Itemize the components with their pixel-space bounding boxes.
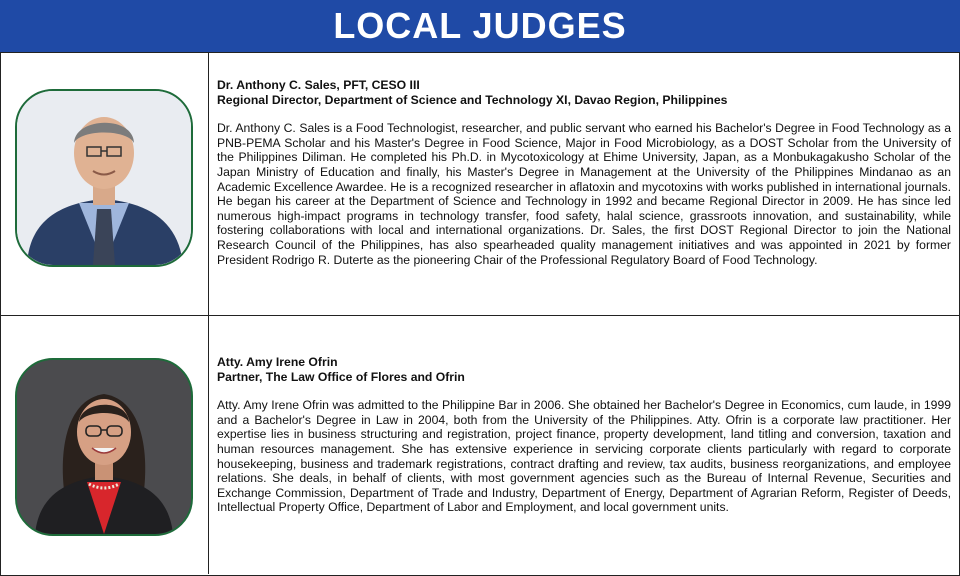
judge-text	[217, 316, 951, 574]
photo-cell	[1, 53, 209, 315]
judge-name: Dr. Anthony C. Sales, PFT, CESO III	[217, 78, 420, 92]
judge-bio: Atty. Amy Irene Ofrin was admitted to the Philippine Bar in 2006. She obtained her Bachelor's Degree in Economics, cum laude, in 1999 and a Bachelor's Degree in Law in 2004, both from the University of the Philippines. Atty. Ofrin is a corporate law practitioner. Her expertise lies in business structuring and registration, project finance, property development, land titling and conversion, taxation and human resources management. She has extensive experience in servicing corporate clients particularly with regard to corporate housekeeping, business and trademark registrations, contract drafting and review, tax audits, business reorganizations, and employee relations. She deals, in behalf of clients, with most government agencies such as the Bureau of Internal Revenue, Securities and Exchange Commission, Department of Trade and Industry, Department of Energy, Department of Agrarian Reform, Register of Deeds, Intellectual Property Office, Department of Labor and Employment, and local government units.	[217, 398, 951, 515]
judge-name: Atty. Amy Irene Ofrin	[217, 355, 338, 369]
judge-row	[1, 53, 959, 316]
page-title: LOCAL JUDGES	[333, 5, 627, 46]
judge-text	[217, 53, 951, 315]
portrait-woman-image	[17, 360, 191, 534]
page-header	[0, 0, 960, 52]
judges-table	[0, 52, 960, 576]
photo-cell	[1, 316, 209, 574]
portrait-man-image	[17, 91, 191, 265]
judge-role: Regional Director, Department of Science and Technology XI, Davao Region, Philippines	[217, 92, 728, 107]
judge-photo	[15, 89, 193, 267]
judge-row	[1, 316, 959, 574]
judge-role: Partner, The Law Office of Flores and Ofrin	[217, 369, 465, 384]
judge-bio: Dr. Anthony C. Sales is a Food Technologist, researcher, and public servant who earned his Bachelor's Degree in Food Technology as a PNB-PEMA Scholar and his Master's Degree in Food Science, Major in Food Microbiology, as a DOST Scholar from the University of the Philippines Diliman. He completed his Ph.D. in Mycotoxicology at Ehime University, Japan, as a Monbukagakusho Scholar of the Japan Ministry of Education and finally, his Master's Degree in Management at the University of the Philippines Mindanao as an Academic Excellence Awardee. He is a recognized researcher in aflatoxin and mycotoxins with works published in international journals. He began his career at the Department of Science and Technology in 1992 and became Regional Director in 2009. He has since led numerous high-impact programs in technology transfer, food safety, halal science, grassroots innovation, and sustainability, while fostering collaborations with local and international organizations. Dr. Sales, the first DOST Regional Director to join the National Research Council of the Philippines, has also spearheaded quality management initiatives and was appointed in 2021 by former President Rodrigo R. Duterte as the pioneering Chair of the Professional Regulatory Board of Food Technology.	[217, 121, 951, 267]
judge-photo	[15, 358, 193, 536]
